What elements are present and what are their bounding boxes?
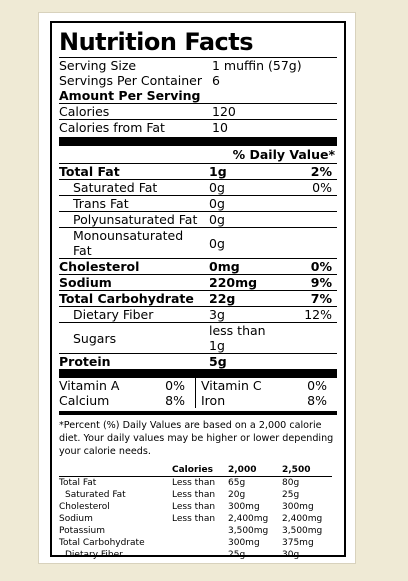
serving-size-row (59, 58, 337, 73)
nutrient-name: Cholesterol (59, 259, 140, 274)
table-row (59, 549, 332, 561)
nutrient-dv: 0% (310, 259, 332, 274)
nutrient-name: Polyunsaturated Fat (73, 212, 198, 227)
table-cell: 300mg (282, 502, 314, 512)
nutrient-dv: 9% (310, 275, 332, 290)
nutrient-amount: less than 1g (209, 323, 266, 353)
nutrient-row-total-carbohydrate (59, 290, 337, 306)
table-cell (172, 549, 228, 561)
nutrient-name: Monounsaturated Fat (73, 228, 184, 258)
table-cell: 3,500mg (228, 526, 269, 536)
table-cell: 375mg (282, 538, 314, 548)
nutrient-name: Dietary Fiber (73, 307, 154, 322)
nutrient-row-total-fat (59, 163, 337, 179)
table-cell (172, 537, 228, 549)
table-row (59, 477, 332, 490)
nutrient-amount: 5g (209, 354, 227, 369)
nutrient-amount: 220mg (209, 275, 258, 290)
table-header-cell (59, 464, 172, 477)
calories-from-fat-value: 10 (212, 120, 228, 135)
vitamin-name: Vitamin A (59, 378, 120, 393)
calories-row (59, 104, 337, 119)
table-header-cell: 2,500 (282, 464, 332, 477)
nutrient-amount: 0g (209, 180, 225, 195)
table-row (59, 525, 332, 537)
table-cell: 300mg (228, 538, 260, 548)
thick-divider (59, 369, 337, 378)
daily-value-table (59, 464, 332, 561)
table-cell: Total Carbohydrate (59, 538, 145, 548)
table-cell: Less than (172, 514, 216, 524)
table-cell: Less than (172, 478, 216, 488)
calories-value: 120 (212, 104, 236, 119)
table-cell: Less than (172, 490, 216, 500)
daily-value-table-header (59, 464, 332, 477)
table-cell: Dietary Fiber (65, 550, 123, 560)
nutrient-row-saturated-fat (59, 179, 337, 195)
table-cell (172, 525, 228, 537)
servings-per-container-row (59, 73, 337, 88)
mineral-name: Iron (201, 393, 226, 408)
table-cell: 300mg (228, 502, 260, 512)
nutrient-amount: 0g (209, 196, 225, 211)
amount-per-serving-label: Amount Per Serving (59, 88, 201, 103)
mineral-row (59, 393, 337, 408)
nutrient-dv (287, 354, 332, 369)
nutrient-row-cholesterol (59, 258, 337, 274)
table-cell: 25g (282, 490, 300, 500)
nutrient-amount: 0mg (209, 259, 240, 274)
table-cell: Less than (172, 502, 216, 512)
nutrient-dv: 12% (304, 307, 332, 322)
table-cell: 3,500mg (282, 526, 323, 536)
nutrient-row-monounsaturated-fat (59, 227, 337, 258)
table-cell: 2,400mg (282, 514, 323, 524)
table-cell: Cholesterol (59, 502, 110, 512)
nutrient-name: Saturated Fat (73, 180, 158, 195)
mineral-value: 8% (307, 393, 327, 408)
thick-divider (59, 137, 337, 146)
table-header-cell: 2,000 (228, 464, 282, 477)
table-cell: Total Fat (59, 478, 97, 488)
table-header-cell: Calories (172, 464, 228, 477)
vitamin-name: Vitamin C (201, 378, 262, 393)
table-cell: 25g (228, 550, 246, 560)
servings-per-container-value: 6 (212, 73, 220, 88)
nutrient-amount: 22g (209, 291, 236, 306)
nutrient-dv: 7% (310, 291, 332, 306)
table-cell: Saturated Fat (65, 490, 126, 500)
calories-from-fat-row (59, 120, 337, 135)
table-cell: 65g (228, 478, 246, 488)
table-cell: 2,400mg (228, 514, 269, 524)
calories-label: Calories (59, 104, 110, 119)
nutrient-row-dietary-fiber (59, 306, 337, 322)
vitamin-value: 0% (165, 378, 185, 393)
serving-size-value: 1 muffin (57g) (212, 58, 302, 73)
nutrient-dv: 2% (310, 164, 332, 179)
nutrient-row-polyunsaturated-fat (59, 211, 337, 227)
nutrient-name: Sugars (73, 330, 117, 346)
nutrient-dv (287, 196, 332, 211)
nutrient-name: Sodium (59, 275, 112, 290)
nutrient-dv: 0% (312, 180, 332, 195)
nutrient-row-sodium (59, 274, 337, 290)
nutrient-row-sugars (59, 322, 337, 353)
nutrient-amount: 3g (209, 307, 225, 322)
table-cell: 20g (228, 490, 246, 500)
calories-from-fat-label: Calories from Fat (59, 120, 165, 135)
table-row (59, 501, 332, 513)
table-cell: Potassium (59, 526, 106, 536)
amount-per-serving (59, 88, 337, 103)
nutrient-row-protein (59, 353, 337, 369)
divider (59, 411, 337, 415)
nutrient-row-trans-fat (59, 195, 337, 211)
nutrient-name: Total Fat (59, 164, 120, 179)
daily-value-header (59, 146, 337, 163)
daily-value-header-text: % Daily Value* (232, 147, 335, 162)
servings-per-container-label: Servings Per Container (59, 73, 202, 88)
mineral-name: Calcium (59, 393, 110, 408)
nutrient-amount: 1g (209, 164, 227, 179)
vitamin-row (59, 378, 337, 393)
nutrient-amount: 0g (209, 235, 225, 251)
table-cell: Sodium (59, 514, 93, 524)
table-row (59, 537, 332, 549)
label-panel (38, 12, 356, 564)
nutrient-amount: 0g (209, 212, 225, 227)
table-cell: 30g (282, 550, 300, 560)
nutrition-facts-label (50, 21, 346, 560)
table-row (59, 489, 332, 501)
nutrient-name: Trans Fat (73, 196, 129, 211)
label-title: Nutrition Facts (59, 28, 254, 56)
table-cell: 80g (282, 478, 300, 488)
mineral-value: 8% (165, 393, 185, 408)
table-row (59, 513, 332, 525)
nutrient-name: Total Carbohydrate (59, 291, 194, 306)
footnote: *Percent (%) Daily Values are based on a 2,000 calorie diet. Your daily values may be higher or lower depending your calorie needs. (59, 420, 334, 457)
serving-size-label: Serving Size (59, 58, 137, 73)
vitamin-value: 0% (307, 378, 327, 393)
nutrient-dv (287, 212, 332, 227)
nutrient-name: Protein (59, 354, 111, 369)
